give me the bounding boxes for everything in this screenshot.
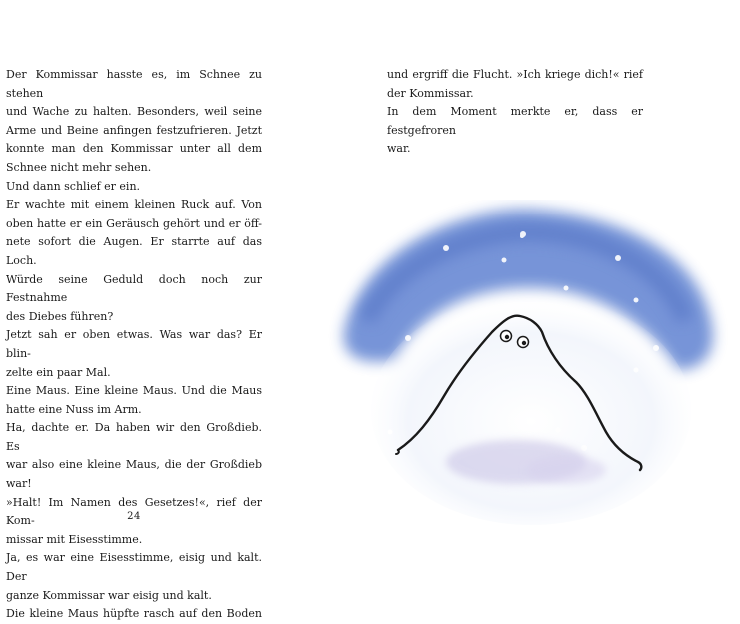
text-line: zelte ein paar Mal.: [6, 365, 111, 379]
text-line: In dem Moment merkte er, dass er festgefroren: [387, 105, 643, 137]
text-line: Ja, es war eine Eisesstimme, eisig und kalt. Der: [6, 551, 262, 584]
text-line: Eine Maus. Eine kleine Maus. Und die Maus: [6, 384, 262, 398]
text-line: nete sofort die Augen. Er starrte auf das Loch.: [6, 235, 262, 267]
text-line: Der Kommissar hasste es, im Schnee zu stehen: [6, 68, 262, 100]
text-line: »Halt! Im Namen des Gesetzes!«, rief der Kom-: [6, 495, 262, 528]
text-line: des Diebes führen?: [6, 309, 114, 323]
text-line: Ha, dachte er. Da haben wir den Großdieb. Es: [6, 421, 262, 453]
right-page-text: [387, 66, 643, 159]
text-line: Jetzt sah er oben etwas. Was war das? Er blin-: [6, 328, 262, 360]
illustration: [326, 200, 740, 530]
text-line: Die kleine Maus hüpfte rasch auf den Boden: [6, 607, 262, 621]
text-line: ganze Kommissar war eisig und kalt.: [6, 588, 212, 602]
text-line: war!: [6, 477, 32, 491]
text-line: der Kommissar.: [387, 86, 474, 100]
text-line: und ergriff die Flucht. »Ich kriege dich!« rief: [387, 68, 643, 81]
text-line: Schnee nicht mehr sehen.: [6, 160, 152, 174]
text-line: oben hatte er ein Geräusch gehört und er öff-: [6, 216, 262, 230]
text-line: hatte eine Nuss im Arm.: [6, 402, 142, 416]
text-line: Würde seine Geduld doch noch zur Festnahme: [6, 272, 262, 305]
text-line: und Wache zu halten. Besonders, weil seine: [6, 105, 262, 119]
text-line: war.: [387, 142, 411, 156]
text-line: Und dann schlief er ein.: [6, 179, 141, 193]
text-line: missar mit Eisesstimme.: [6, 532, 143, 546]
text-line: Er wachte mit einem kleinen Ruck auf. Von: [6, 198, 262, 212]
text-line: war also eine kleine Maus, die der Großdieb: [6, 458, 262, 472]
text-line: konnte man den Kommissar unter all dem: [6, 142, 262, 156]
page-number: 24: [127, 511, 141, 522]
text-line: Arme und Beine anfingen festzufrieren. Jetzt: [6, 123, 262, 137]
left-page-text: [6, 66, 262, 624]
snow-covered-commissioner-illustration-icon: [326, 200, 740, 530]
